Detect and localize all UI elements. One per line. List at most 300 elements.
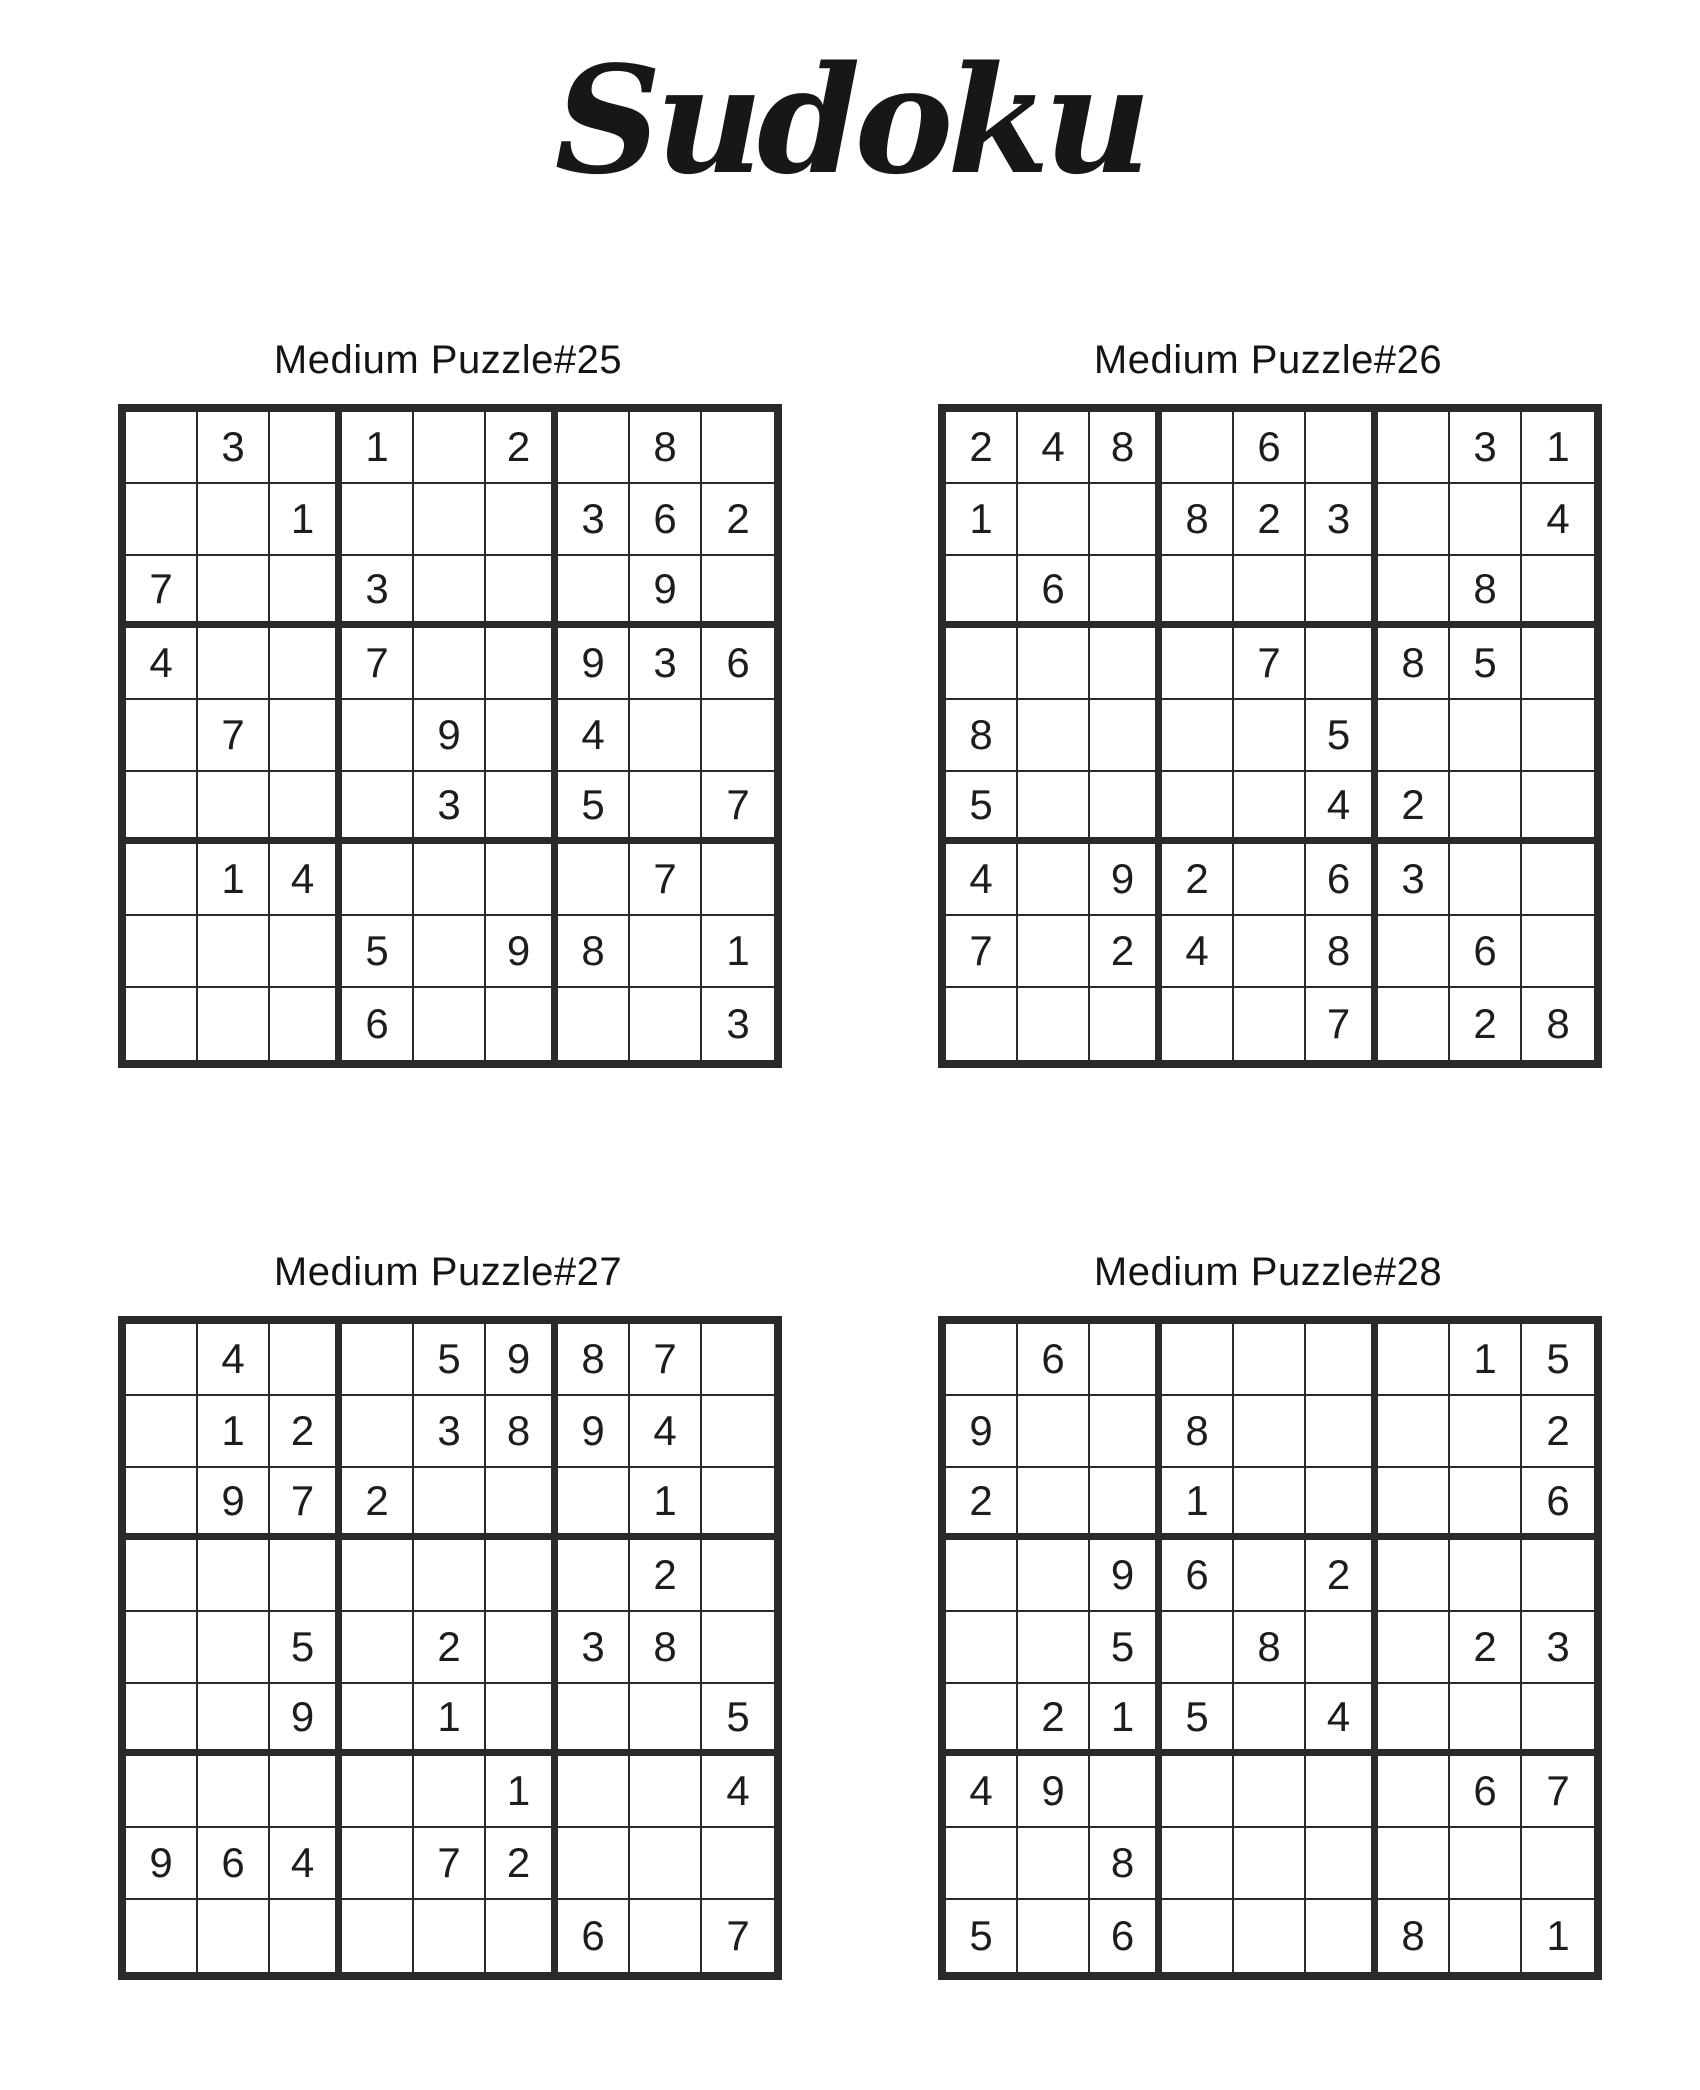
sudoku-cell-empty — [414, 988, 486, 1060]
sudoku-cell-empty — [630, 1756, 702, 1828]
sudoku-cell-empty — [270, 1540, 342, 1612]
sudoku-cell-given: 8 — [558, 916, 630, 988]
sudoku-cell-empty — [342, 1828, 414, 1900]
sudoku-cell-empty — [486, 484, 558, 556]
sudoku-cell-given: 4 — [946, 844, 1018, 916]
sudoku-cell-empty — [342, 1540, 414, 1612]
sudoku-cell-empty — [1018, 916, 1090, 988]
sudoku-cell-given: 8 — [558, 1324, 630, 1396]
sudoku-cell-empty — [126, 1396, 198, 1468]
sudoku-cell-empty — [558, 412, 630, 484]
sudoku-grid-27 — [118, 1316, 782, 1980]
sudoku-cell-given: 5 — [270, 1612, 342, 1684]
sudoku-cell-given: 5 — [1090, 1612, 1162, 1684]
sudoku-cell-given: 2 — [486, 1828, 558, 1900]
sudoku-cell-empty — [1450, 844, 1522, 916]
sudoku-cell-empty — [126, 1756, 198, 1828]
sudoku-cell-given: 7 — [702, 1900, 774, 1972]
sudoku-grid-28 — [938, 1316, 1602, 1980]
sudoku-cell-empty — [1234, 1900, 1306, 1972]
sudoku-cell-empty — [486, 1540, 558, 1612]
sudoku-cell-given: 9 — [486, 1324, 558, 1396]
sudoku-cell-given: 6 — [630, 484, 702, 556]
sudoku-cell-empty — [126, 1540, 198, 1612]
sudoku-cell-empty — [198, 772, 270, 844]
sudoku-cell-given: 2 — [946, 412, 1018, 484]
sudoku-cell-empty — [1090, 1324, 1162, 1396]
sudoku-cell-empty — [342, 772, 414, 844]
sudoku-cell-given: 2 — [414, 1612, 486, 1684]
sudoku-cell-empty — [1234, 700, 1306, 772]
sudoku-cell-empty — [270, 628, 342, 700]
sudoku-cell-given: 1 — [270, 484, 342, 556]
sudoku-cell-given: 7 — [126, 556, 198, 628]
sudoku-cell-empty — [1378, 1612, 1450, 1684]
sudoku-cell-empty — [1018, 628, 1090, 700]
sudoku-cell-given: 5 — [1162, 1684, 1234, 1756]
sudoku-cell-given: 6 — [198, 1828, 270, 1900]
sudoku-cell-empty — [414, 916, 486, 988]
sudoku-cell-given: 8 — [1306, 916, 1378, 988]
sudoku-cell-given: 5 — [1306, 700, 1378, 772]
puzzle-25 — [118, 338, 778, 1068]
sudoku-cell-given: 2 — [1450, 988, 1522, 1060]
sudoku-cell-given: 7 — [630, 844, 702, 916]
sudoku-cell-given: 6 — [1234, 412, 1306, 484]
sudoku-cell-empty — [126, 772, 198, 844]
sudoku-cell-empty — [1090, 556, 1162, 628]
sudoku-cell-given: 3 — [558, 484, 630, 556]
sudoku-cell-given: 4 — [1522, 484, 1594, 556]
sudoku-cell-empty — [126, 916, 198, 988]
sudoku-cell-given: 3 — [198, 412, 270, 484]
sudoku-cell-empty — [630, 1828, 702, 1900]
sudoku-cell-given: 2 — [1162, 844, 1234, 916]
sudoku-cell-empty — [486, 1684, 558, 1756]
sudoku-cell-given: 8 — [486, 1396, 558, 1468]
sudoku-cell-empty — [126, 1900, 198, 1972]
sudoku-cell-given: 2 — [1018, 1684, 1090, 1756]
sudoku-cell-empty — [1162, 772, 1234, 844]
sudoku-cell-given: 7 — [1234, 628, 1306, 700]
sudoku-cell-given: 3 — [414, 772, 486, 844]
sudoku-cell-given: 6 — [1018, 556, 1090, 628]
sudoku-cell-given: 5 — [558, 772, 630, 844]
sudoku-cell-empty — [198, 484, 270, 556]
sudoku-cell-given: 6 — [1522, 1468, 1594, 1540]
sudoku-cell-empty — [1378, 556, 1450, 628]
sudoku-cell-given: 6 — [1450, 1756, 1522, 1828]
sudoku-cell-empty — [486, 1468, 558, 1540]
sudoku-cell-given: 3 — [342, 556, 414, 628]
sudoku-cell-empty — [1378, 1540, 1450, 1612]
sudoku-cell-empty — [342, 1612, 414, 1684]
sudoku-cell-given: 7 — [630, 1324, 702, 1396]
sudoku-cell-empty — [270, 772, 342, 844]
sudoku-cell-given: 2 — [1450, 1612, 1522, 1684]
sudoku-cell-given: 1 — [630, 1468, 702, 1540]
puzzle-28-title: Medium Puzzle#28 — [1093, 1250, 1443, 1294]
sudoku-cell-given: 6 — [342, 988, 414, 1060]
sudoku-cell-empty — [1090, 772, 1162, 844]
sudoku-cell-given: 9 — [486, 916, 558, 988]
sudoku-cell-given: 9 — [558, 1396, 630, 1468]
sudoku-cell-empty — [126, 844, 198, 916]
sudoku-cell-empty — [558, 844, 630, 916]
sudoku-cell-empty — [1306, 1900, 1378, 1972]
sudoku-cell-empty — [946, 1828, 1018, 1900]
sudoku-cell-empty — [198, 1612, 270, 1684]
sudoku-cell-empty — [1306, 1612, 1378, 1684]
sudoku-cell-empty — [1162, 1756, 1234, 1828]
sudoku-cell-empty — [198, 916, 270, 988]
sudoku-cell-given: 8 — [1378, 1900, 1450, 1972]
sudoku-cell-given: 2 — [702, 484, 774, 556]
sudoku-cell-given: 4 — [946, 1756, 1018, 1828]
sudoku-cell-given: 6 — [1018, 1324, 1090, 1396]
sudoku-cell-empty — [1378, 1756, 1450, 1828]
sudoku-cell-empty — [1378, 1396, 1450, 1468]
sudoku-cell-given: 4 — [1162, 916, 1234, 988]
sudoku-cell-empty — [702, 412, 774, 484]
sudoku-cell-empty — [630, 700, 702, 772]
sudoku-cell-given: 1 — [1162, 1468, 1234, 1540]
sudoku-cell-empty — [558, 1540, 630, 1612]
sudoku-cell-empty — [1162, 412, 1234, 484]
sudoku-cell-given: 7 — [414, 1828, 486, 1900]
sudoku-cell-empty — [1018, 1828, 1090, 1900]
sudoku-cell-empty — [702, 1468, 774, 1540]
sudoku-cell-empty — [342, 844, 414, 916]
sudoku-cell-empty — [1162, 628, 1234, 700]
sudoku-cell-empty — [1378, 412, 1450, 484]
sudoku-cell-empty — [1090, 628, 1162, 700]
sudoku-cell-empty — [1450, 1468, 1522, 1540]
sudoku-cell-empty — [198, 1756, 270, 1828]
sudoku-cell-given: 1 — [1090, 1684, 1162, 1756]
sudoku-cell-given: 8 — [1378, 628, 1450, 700]
sudoku-cell-empty — [198, 628, 270, 700]
sudoku-cell-given: 8 — [1450, 556, 1522, 628]
sudoku-cell-empty — [342, 1684, 414, 1756]
sudoku-cell-empty — [1090, 988, 1162, 1060]
sudoku-cell-empty — [1306, 1396, 1378, 1468]
sudoku-cell-given: 5 — [1450, 628, 1522, 700]
sudoku-cell-given: 1 — [414, 1684, 486, 1756]
sudoku-cell-empty — [126, 988, 198, 1060]
sudoku-cell-given: 5 — [702, 1684, 774, 1756]
sudoku-cell-empty — [414, 628, 486, 700]
sudoku-cell-empty — [414, 1900, 486, 1972]
sudoku-cell-empty — [1018, 988, 1090, 1060]
sudoku-cell-empty — [1018, 1900, 1090, 1972]
sudoku-cell-empty — [486, 556, 558, 628]
puzzle-27 — [118, 1250, 778, 1980]
sudoku-cell-empty — [1378, 484, 1450, 556]
sudoku-cell-given: 2 — [1234, 484, 1306, 556]
sudoku-cell-given: 4 — [1018, 412, 1090, 484]
sudoku-cell-empty — [486, 844, 558, 916]
sudoku-cell-given: 3 — [1306, 484, 1378, 556]
sudoku-cell-empty — [414, 412, 486, 484]
sudoku-cell-empty — [126, 484, 198, 556]
sudoku-cell-given: 8 — [1090, 412, 1162, 484]
sudoku-cell-empty — [342, 700, 414, 772]
sudoku-cell-given: 6 — [1162, 1540, 1234, 1612]
sudoku-cell-given: 3 — [414, 1396, 486, 1468]
sudoku-grid-26 — [938, 404, 1602, 1068]
sudoku-grid-25 — [118, 404, 782, 1068]
sudoku-cell-given: 4 — [1306, 1684, 1378, 1756]
sudoku-cell-empty — [946, 1612, 1018, 1684]
sudoku-cell-empty — [1450, 1540, 1522, 1612]
sudoku-cell-empty — [1018, 1468, 1090, 1540]
sudoku-cell-empty — [1378, 1468, 1450, 1540]
sudoku-cell-given: 7 — [342, 628, 414, 700]
sudoku-cell-empty — [198, 988, 270, 1060]
sudoku-cell-given: 6 — [1090, 1900, 1162, 1972]
sudoku-cell-empty — [1306, 1468, 1378, 1540]
sudoku-cell-given: 9 — [1018, 1756, 1090, 1828]
sudoku-cell-given: 3 — [1522, 1612, 1594, 1684]
sudoku-cell-empty — [1018, 1396, 1090, 1468]
sudoku-cell-empty — [198, 1540, 270, 1612]
sudoku-cell-empty — [1378, 1684, 1450, 1756]
sudoku-cell-empty — [414, 1468, 486, 1540]
sudoku-cell-given: 1 — [198, 844, 270, 916]
sudoku-cell-empty — [270, 1900, 342, 1972]
sudoku-cell-given: 8 — [1090, 1828, 1162, 1900]
sudoku-cell-given: 1 — [1450, 1324, 1522, 1396]
sudoku-cell-empty — [1162, 1900, 1234, 1972]
sudoku-cell-given: 3 — [702, 988, 774, 1060]
sudoku-cell-empty — [946, 988, 1018, 1060]
sudoku-cell-given: 7 — [702, 772, 774, 844]
sudoku-cell-empty — [198, 1900, 270, 1972]
sudoku-cell-given: 9 — [126, 1828, 198, 1900]
sudoku-cell-empty — [342, 1396, 414, 1468]
sudoku-cell-empty — [270, 412, 342, 484]
puzzle-26 — [938, 338, 1598, 1068]
sudoku-cell-given: 8 — [1162, 484, 1234, 556]
sudoku-cell-empty — [702, 1396, 774, 1468]
sudoku-cell-empty — [486, 700, 558, 772]
sudoku-cell-empty — [1018, 772, 1090, 844]
sudoku-cell-empty — [486, 1900, 558, 1972]
sudoku-cell-given: 1 — [486, 1756, 558, 1828]
sudoku-cell-empty — [1234, 1396, 1306, 1468]
sudoku-cell-empty — [342, 1900, 414, 1972]
sudoku-cell-empty — [702, 1540, 774, 1612]
sudoku-cell-empty — [1018, 484, 1090, 556]
sudoku-cell-empty — [1306, 556, 1378, 628]
sudoku-cell-empty — [414, 484, 486, 556]
sudoku-cell-empty — [1522, 700, 1594, 772]
sudoku-cell-empty — [630, 772, 702, 844]
sudoku-cell-empty — [630, 1684, 702, 1756]
sudoku-cell-empty — [270, 556, 342, 628]
sudoku-cell-empty — [1162, 988, 1234, 1060]
sudoku-cell-empty — [1378, 988, 1450, 1060]
sudoku-cell-empty — [558, 988, 630, 1060]
sudoku-cell-given: 1 — [1522, 1900, 1594, 1972]
sudoku-cell-given: 5 — [946, 1900, 1018, 1972]
sudoku-cell-empty — [1378, 700, 1450, 772]
sudoku-cell-empty — [198, 1684, 270, 1756]
sudoku-cell-given: 1 — [198, 1396, 270, 1468]
sudoku-cell-empty — [1234, 844, 1306, 916]
sudoku-cell-given: 2 — [946, 1468, 1018, 1540]
puzzle-26-title: Medium Puzzle#26 — [1093, 338, 1443, 382]
sudoku-cell-empty — [126, 1684, 198, 1756]
sudoku-cell-given: 4 — [126, 628, 198, 700]
sudoku-cell-empty — [270, 1324, 342, 1396]
sudoku-cell-given: 9 — [630, 556, 702, 628]
sudoku-cell-empty — [1234, 556, 1306, 628]
sudoku-cell-given: 4 — [1306, 772, 1378, 844]
sudoku-cell-empty — [558, 1828, 630, 1900]
sudoku-cell-empty — [1234, 1828, 1306, 1900]
sudoku-cell-empty — [702, 1324, 774, 1396]
sudoku-cell-given: 9 — [558, 628, 630, 700]
sudoku-cell-empty — [270, 1756, 342, 1828]
sudoku-cell-empty — [1450, 1396, 1522, 1468]
sudoku-cell-empty — [414, 844, 486, 916]
sudoku-cell-given: 7 — [198, 700, 270, 772]
sudoku-cell-empty — [1162, 1324, 1234, 1396]
sudoku-cell-empty — [1234, 988, 1306, 1060]
sudoku-cell-empty — [1234, 916, 1306, 988]
sudoku-cell-given: 5 — [1522, 1324, 1594, 1396]
sudoku-cell-given: 9 — [1090, 844, 1162, 916]
sudoku-cell-given: 2 — [270, 1396, 342, 1468]
sudoku-cell-given: 3 — [1378, 844, 1450, 916]
puzzle-25-title: Medium Puzzle#25 — [273, 338, 623, 382]
sudoku-cell-given: 6 — [1306, 844, 1378, 916]
sudoku-cell-empty — [1450, 772, 1522, 844]
sudoku-cell-given: 5 — [946, 772, 1018, 844]
sudoku-cell-given: 7 — [270, 1468, 342, 1540]
sudoku-cell-empty — [1450, 1900, 1522, 1972]
sudoku-cell-empty — [198, 556, 270, 628]
sudoku-cell-given: 6 — [1450, 916, 1522, 988]
sudoku-cell-empty — [558, 1756, 630, 1828]
sudoku-cell-empty — [126, 1468, 198, 1540]
sudoku-cell-given: 2 — [1378, 772, 1450, 844]
sudoku-cell-empty — [1162, 1828, 1234, 1900]
sudoku-cell-empty — [270, 700, 342, 772]
sudoku-cell-empty — [558, 1468, 630, 1540]
sudoku-cell-empty — [1306, 1324, 1378, 1396]
sudoku-cell-given: 2 — [1090, 916, 1162, 988]
sudoku-cell-empty — [1522, 1828, 1594, 1900]
sudoku-cell-empty — [126, 412, 198, 484]
sudoku-cell-empty — [1234, 1324, 1306, 1396]
sudoku-cell-empty — [342, 1756, 414, 1828]
puzzle-28 — [938, 1250, 1598, 1980]
sudoku-cell-empty — [486, 988, 558, 1060]
sudoku-cell-given: 4 — [198, 1324, 270, 1396]
sudoku-cell-empty — [1450, 700, 1522, 772]
sudoku-cell-given: 7 — [1522, 1756, 1594, 1828]
sudoku-cell-empty — [1450, 484, 1522, 556]
sudoku-cell-empty — [270, 988, 342, 1060]
sudoku-cell-empty — [1306, 1756, 1378, 1828]
sudoku-cell-empty — [702, 844, 774, 916]
sudoku-cell-empty — [946, 1684, 1018, 1756]
sudoku-cell-empty — [414, 1540, 486, 1612]
sudoku-cell-given: 8 — [1234, 1612, 1306, 1684]
sudoku-cell-given: 2 — [1306, 1540, 1378, 1612]
sudoku-cell-empty — [486, 628, 558, 700]
sudoku-cell-empty — [946, 556, 1018, 628]
sudoku-cell-given: 4 — [558, 700, 630, 772]
sudoku-cell-empty — [702, 556, 774, 628]
sudoku-cell-empty — [126, 700, 198, 772]
sudoku-cell-empty — [630, 916, 702, 988]
sudoku-cell-given: 1 — [1522, 412, 1594, 484]
sudoku-cell-given: 9 — [414, 700, 486, 772]
sudoku-cell-given: 9 — [1090, 1540, 1162, 1612]
sudoku-cell-given: 4 — [630, 1396, 702, 1468]
sudoku-cell-empty — [1522, 772, 1594, 844]
sudoku-cell-given: 4 — [702, 1756, 774, 1828]
sudoku-cell-empty — [1522, 1684, 1594, 1756]
sudoku-cell-empty — [1522, 916, 1594, 988]
sudoku-cell-given: 2 — [486, 412, 558, 484]
sudoku-cell-empty — [702, 700, 774, 772]
sudoku-cell-given: 7 — [1306, 988, 1378, 1060]
sudoku-cell-empty — [270, 916, 342, 988]
sudoku-cell-empty — [126, 1612, 198, 1684]
sudoku-cell-empty — [1378, 916, 1450, 988]
sudoku-cell-empty — [1162, 556, 1234, 628]
page-title: Sudoku — [554, 33, 1146, 207]
sudoku-cell-given: 9 — [198, 1468, 270, 1540]
sudoku-cell-empty — [1306, 628, 1378, 700]
sudoku-cell-empty — [1234, 1468, 1306, 1540]
puzzle-27-title: Medium Puzzle#27 — [273, 1250, 623, 1294]
sudoku-cell-given: 6 — [558, 1900, 630, 1972]
sudoku-cell-given: 5 — [414, 1324, 486, 1396]
sudoku-cell-given: 4 — [270, 1828, 342, 1900]
sudoku-cell-empty — [1090, 1396, 1162, 1468]
sudoku-cell-empty — [1522, 628, 1594, 700]
sudoku-cell-given: 2 — [630, 1540, 702, 1612]
sudoku-cell-given: 8 — [1522, 988, 1594, 1060]
sudoku-cell-empty — [1306, 412, 1378, 484]
sudoku-cell-empty — [1090, 1756, 1162, 1828]
sudoku-cell-empty — [1018, 1540, 1090, 1612]
sudoku-cell-empty — [558, 1684, 630, 1756]
sudoku-cell-given: 9 — [270, 1684, 342, 1756]
sudoku-cell-empty — [702, 1612, 774, 1684]
sudoku-cell-empty — [1234, 1756, 1306, 1828]
sudoku-cell-given: 8 — [630, 1612, 702, 1684]
sudoku-cell-empty — [946, 1540, 1018, 1612]
sudoku-cell-given: 9 — [946, 1396, 1018, 1468]
sudoku-cell-empty — [1162, 700, 1234, 772]
sudoku-cell-empty — [1378, 1324, 1450, 1396]
sudoku-cell-given: 3 — [630, 628, 702, 700]
sudoku-cell-given: 2 — [1522, 1396, 1594, 1468]
sudoku-cell-empty — [946, 628, 1018, 700]
sudoku-cell-empty — [1018, 700, 1090, 772]
sudoku-cell-empty — [1162, 1612, 1234, 1684]
sudoku-cell-given: 7 — [946, 916, 1018, 988]
sudoku-cell-given: 6 — [702, 628, 774, 700]
sudoku-cell-given: 8 — [630, 412, 702, 484]
